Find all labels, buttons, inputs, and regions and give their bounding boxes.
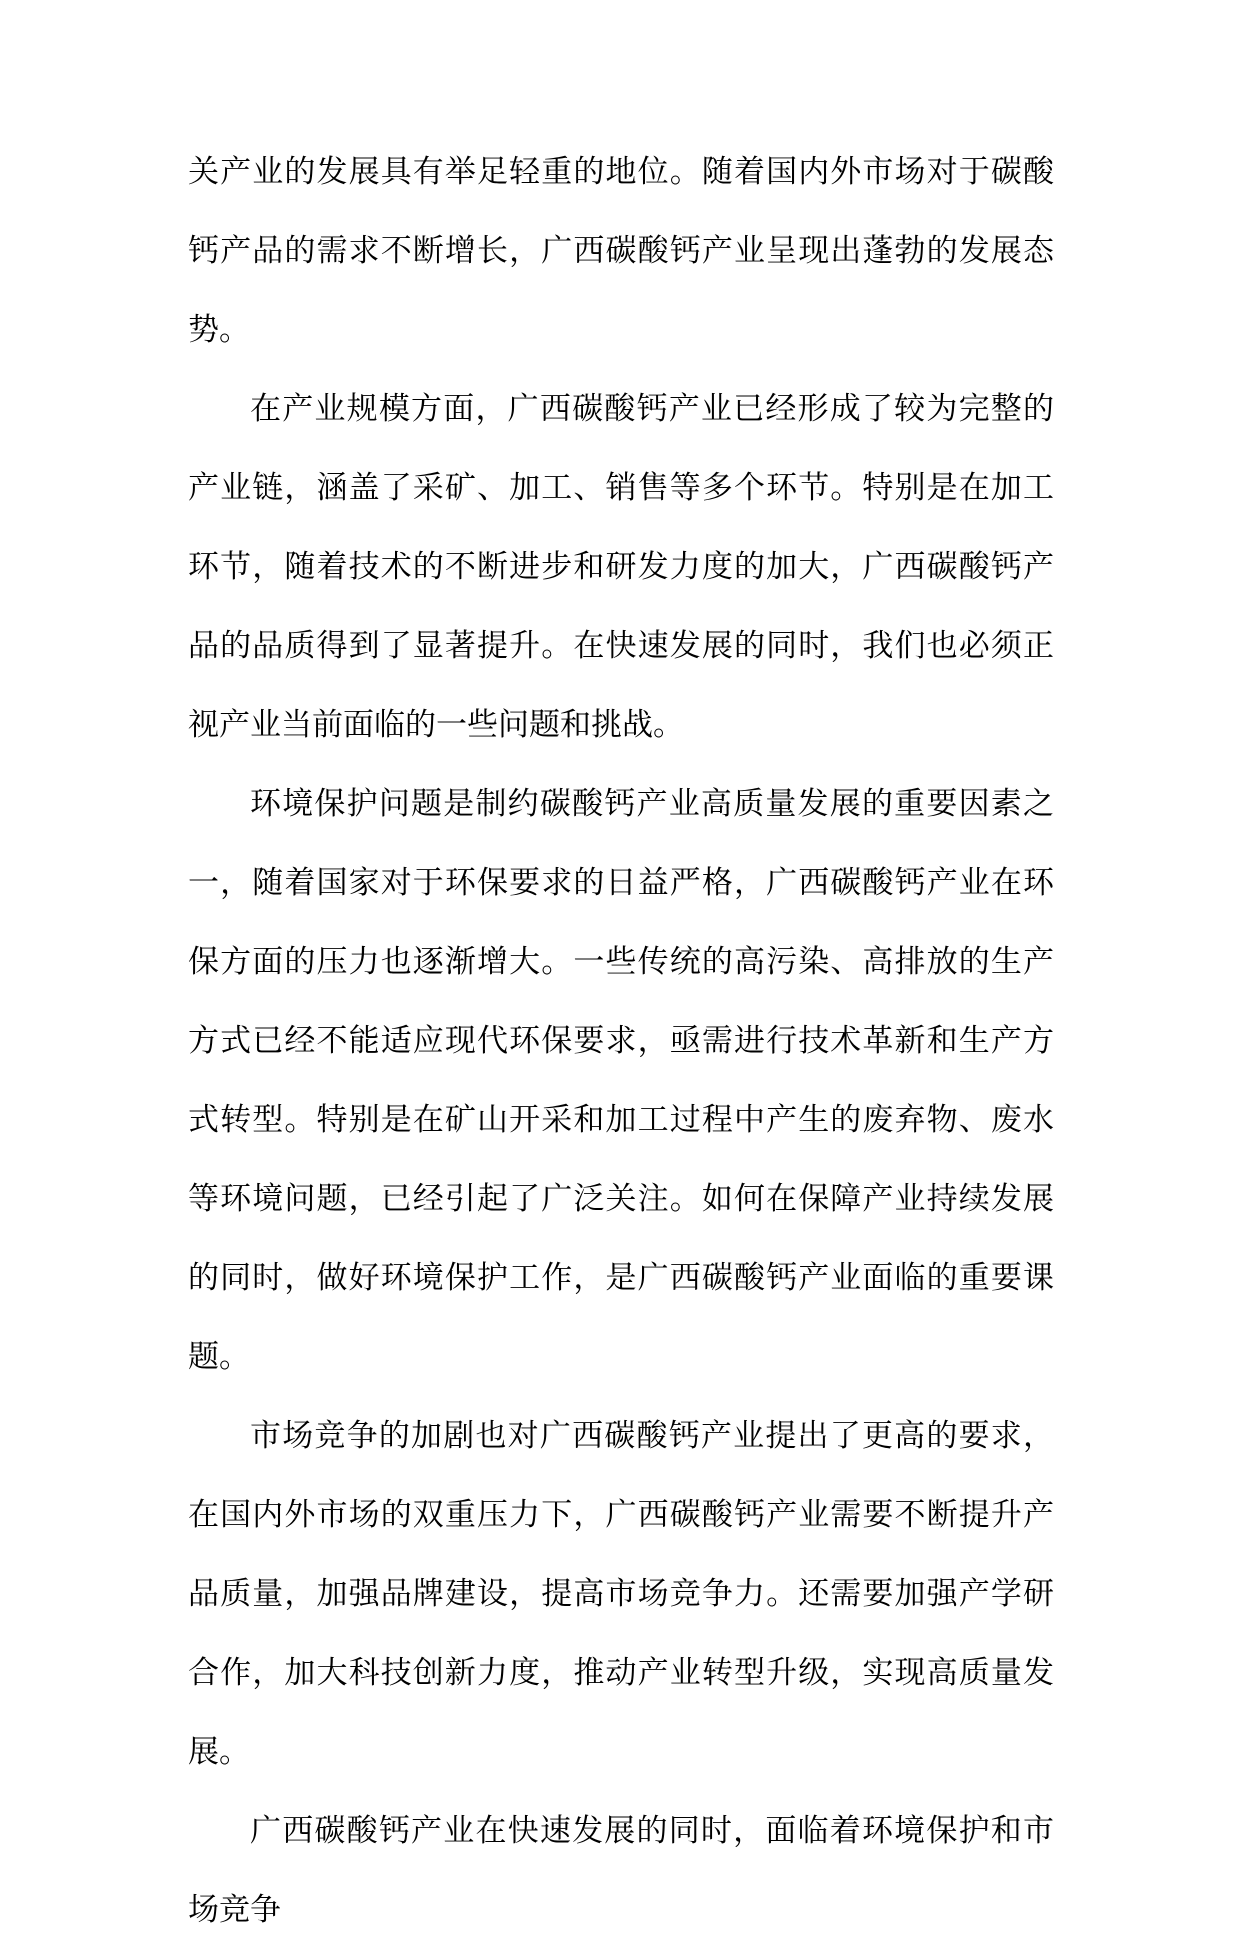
- paragraph-4: 市场竞争的加剧也对广西碳酸钙产业提出了更高的要求，在国内外市场的双重压力下，广西碳酸钙产业需要不断提升产品质量，加强品牌建设，提高市场竞争力。还需要加强产学研合作，加大科技创新力度，推动产业转型升级，实现高质量发展。: [188, 1418, 1054, 1770]
- paragraph-1: 关产业的发展具有举足轻重的地位。随着国内外市场对于碳酸钙产品的需求不断增长，广西碳酸钙产业呈现出蓬勃的发展态势。: [188, 154, 1054, 348]
- paragraph-2: 在产业规模方面，广西碳酸钙产业已经形成了较为完整的产业链，涵盖了采矿、加工、销售等多个环节。特别是在加工环节，随着技术的不断进步和研发力度的加大，广西碳酸钙产品的品质得到了显著提升。在快速发展的同时，我们也必须正视产业当前面临的一些问题和挑战。: [188, 391, 1054, 743]
- paragraph-3: 环境保护问题是制约碳酸钙产业高质量发展的重要因素之一，随着国家对于环保要求的日益严格，广西碳酸钙产业在环保方面的压力也逐渐增大。一些传统的高污染、高排放的生产方式已经不能适应现代环保要求，亟需进行技术革新和生产方式转型。特别是在矿山开采和加工过程中产生的废弃物、废水等环境问题，已经引起了广泛关注。如何在保障产业持续发展的同时，做好环境保护工作，是广西碳酸钙产业面临的重要课题。: [188, 786, 1054, 1375]
- paragraph-5: 广西碳酸钙产业在快速发展的同时，面临着环境保护和市场竞争: [188, 1813, 1054, 1928]
- document-body: [188, 133, 1054, 1950]
